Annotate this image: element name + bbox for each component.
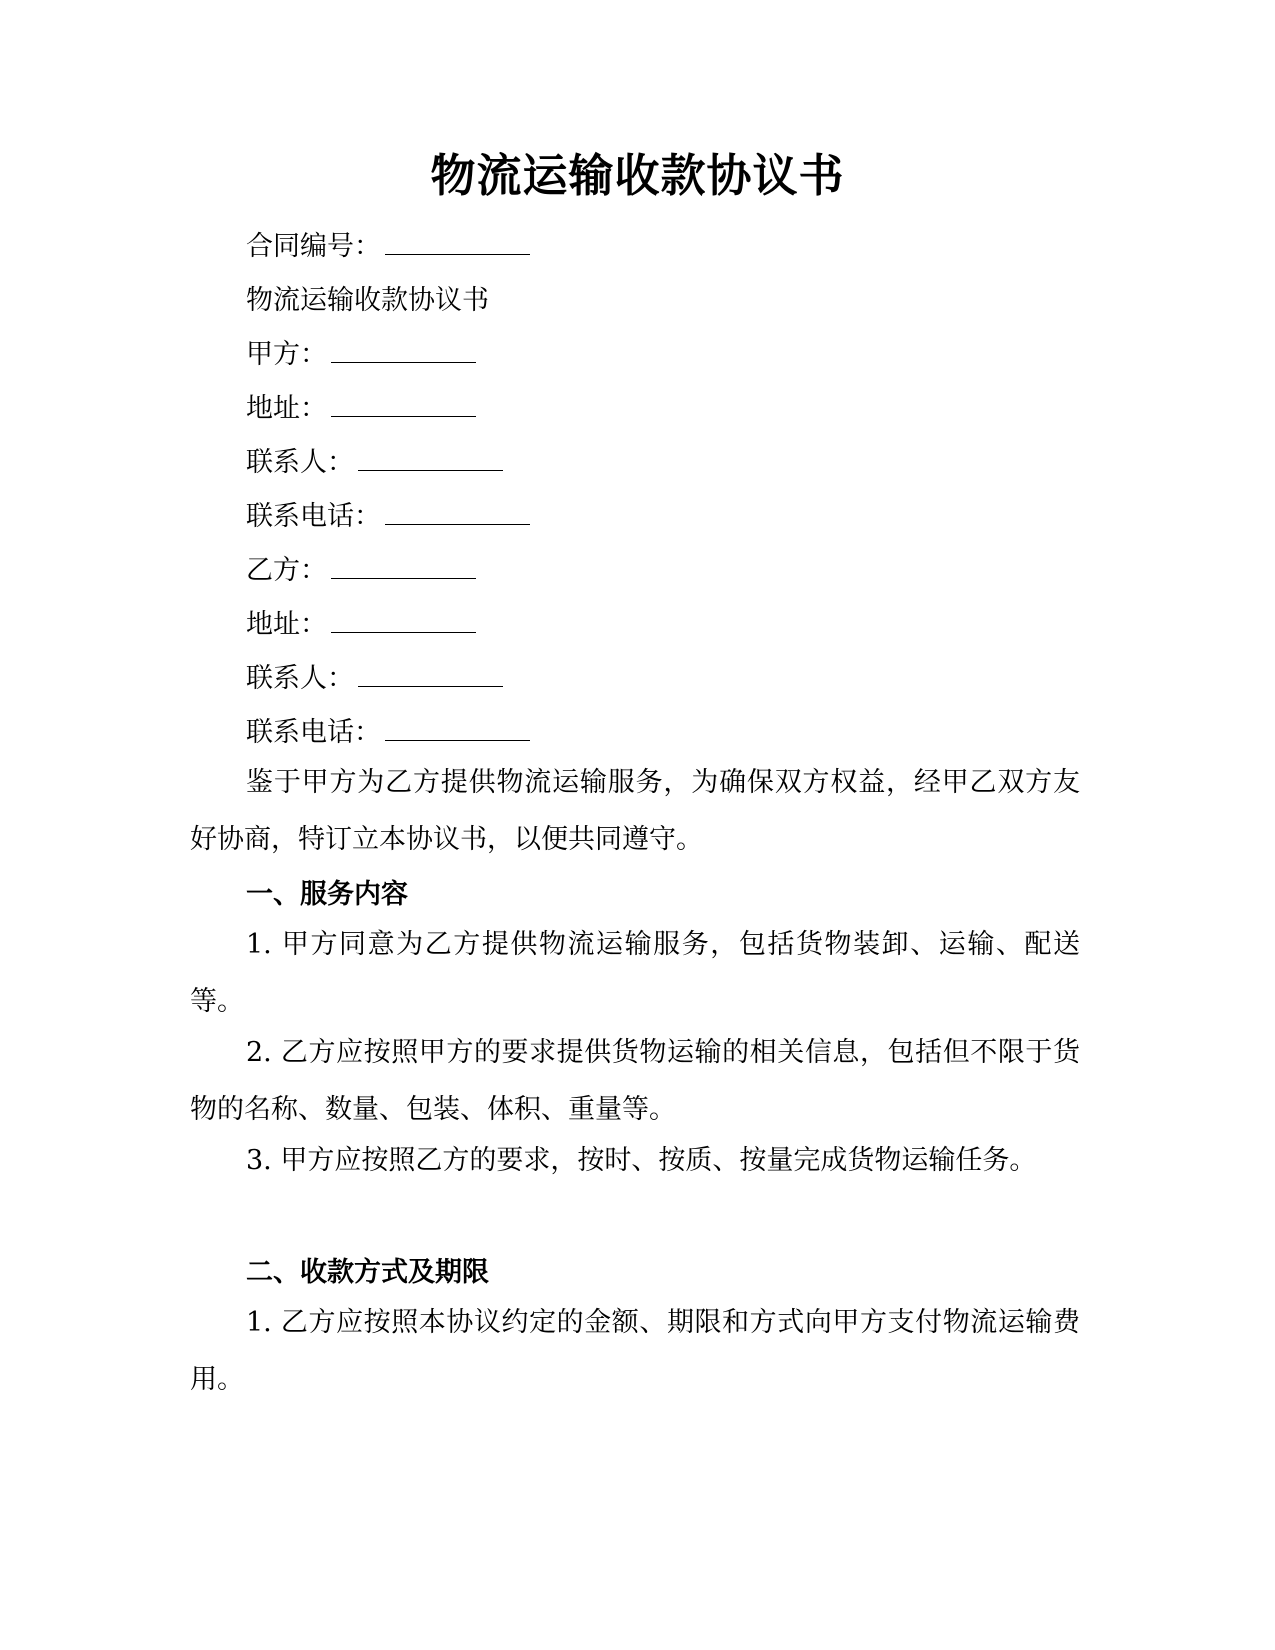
party-a-blank[interactable] (331, 340, 476, 363)
party-b-contact-label: 联系人： (246, 663, 354, 694)
contract-number-blank[interactable] (385, 232, 530, 255)
party-a-phone-blank[interactable] (385, 502, 530, 525)
party-b-blank[interactable] (331, 556, 476, 579)
party-b-line (246, 554, 476, 588)
party-b-address-label: 地址： (246, 609, 327, 640)
section-2-item-1: 1. 乙方应按照本协议约定的金额、期限和方式向甲方支付物流运输费用。 (190, 1307, 1080, 1395)
party-a-contact-line (246, 446, 503, 480)
section-1-heading: 一、服务内容 (246, 879, 408, 910)
party-a-address-line (246, 392, 476, 426)
party-b-contact-blank[interactable] (358, 664, 503, 687)
party-b-label: 乙方： (246, 555, 327, 586)
party-a-contact-blank[interactable] (358, 448, 503, 471)
section-1-item-3: 3. 甲方应按照乙方的要求，按时、按质、按量完成货物运输任务。 (246, 1145, 1037, 1176)
party-b-phone-line (246, 716, 530, 750)
section-1-item-1: 1. 甲方同意为乙方提供物流运输服务，包括货物装卸、运输、配送等。 (190, 929, 1080, 1017)
section-2-heading: 二、收款方式及期限 (246, 1257, 489, 1288)
party-a-phone-label: 联系电话： (246, 501, 381, 532)
party-a-contact-label: 联系人： (246, 447, 354, 478)
party-a-label: 甲方： (246, 339, 327, 370)
party-a-line (246, 338, 476, 372)
preamble-paragraph: 鉴于甲方为乙方提供物流运输服务，为确保双方权益，经甲乙双方友好协商，特订立本协议书，以便共同遵守。 (190, 767, 1080, 855)
party-a-phone-line (246, 500, 530, 534)
document-subtitle: 物流运输收款协议书 (246, 285, 489, 316)
party-a-address-blank[interactable] (331, 394, 476, 417)
party-b-address-blank[interactable] (331, 610, 476, 633)
contract-number-line (246, 230, 530, 264)
section-1-item-2: 2. 乙方应按照甲方的要求提供货物运输的相关信息，包括但不限于货物的名称、数量、包装、体积、重量等。 (190, 1037, 1080, 1125)
party-b-contact-line (246, 662, 503, 696)
party-b-address-line (246, 608, 476, 642)
contract-number-label: 合同编号： (246, 231, 381, 262)
party-b-phone-label: 联系电话： (246, 717, 381, 748)
document-title: 物流运输收款协议书 (430, 149, 845, 202)
party-a-address-label: 地址： (246, 393, 327, 424)
party-b-phone-blank[interactable] (385, 718, 530, 741)
